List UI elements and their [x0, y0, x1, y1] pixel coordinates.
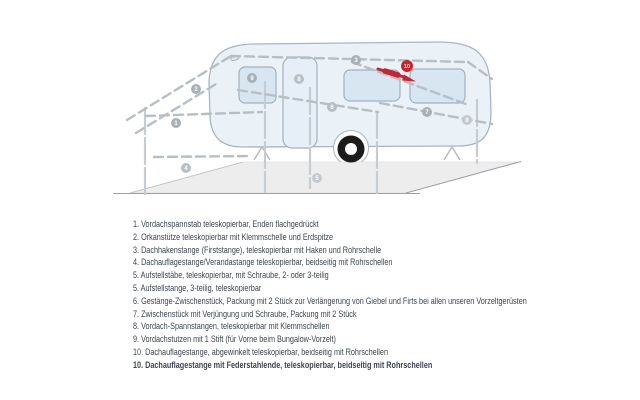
list-item-8: 8. Vordach-Spannstangen, teleskopierbar mit Klemmschellen [133, 321, 330, 332]
marker-4 [181, 163, 191, 173]
list-item-6: 6. Gestänge-Zwischenstück, Packung mit 2 Stück zur Verlängerung von Giebel und Firts bei allen unseren Vorzeltgerüsten [133, 295, 527, 306]
svg-text:8: 8 [297, 77, 301, 84]
list-item-5a: 5. Aufstellstäbe, teleskopierbar, mit Schraube, 2- oder 3-teilig [133, 270, 329, 281]
marker-2 [191, 84, 201, 94]
window-left [239, 67, 276, 103]
wheel-hub [345, 143, 357, 155]
parts-list [133, 218, 631, 372]
marker-8 [294, 74, 304, 84]
red-pole-sleeve [385, 71, 398, 75]
marker-5 [312, 173, 322, 183]
svg-text:5: 5 [315, 176, 319, 183]
marker-8b [462, 115, 472, 125]
marker-9 [247, 73, 257, 83]
corner-steady-rear [444, 147, 460, 160]
list-item-7: 7. Zwischenstück mit Verjüngung und Schraube, Packung mit 2 Stück [133, 308, 357, 319]
marker-7 [422, 107, 432, 117]
svg-text:4: 4 [184, 166, 188, 173]
list-item-3: 3. Dachhakenstange (Firststange), teleskopierbar mit Haken und Rohrschelle [133, 244, 382, 255]
svg-text:1: 1 [174, 121, 178, 128]
svg-text:10: 10 [404, 64, 410, 70]
list-item-4: 4. Dachauflagestange/Verandastange teleskopierbar, beidseitig mit Rohrschellen [133, 257, 393, 268]
list-item-10a: 10. Dachauflagestange, abgewinkelt teleskopierbar, beidseitig mit Rohrschellen [133, 346, 388, 357]
front-rail-lower [154, 156, 250, 157]
svg-text:7: 7 [425, 110, 429, 117]
list-item-2: 2. Orkanstütze teleskopierbar mit Klemmschelle und Erdspitze [133, 231, 334, 242]
svg-text:8: 8 [465, 118, 469, 125]
svg-text:3: 3 [354, 58, 358, 65]
list-item-1: 1. Vordachspannstab teleskopierbar, Enden flachgedrückt [133, 219, 319, 229]
list-item-5b: 5. Aufstellstange, 3-teilig, teleskopierbar [133, 282, 262, 293]
svg-text:6: 6 [330, 105, 334, 112]
svg-text:9: 9 [250, 76, 254, 83]
svg-text:2: 2 [194, 87, 198, 94]
marker-6 [327, 102, 337, 112]
list-item-10b: 10. Dachauflagestange mit Federstahlende, teleskopierbar, beidseitig mit Rohrschellen [133, 359, 433, 370]
marker-3 [351, 55, 361, 65]
corner-steady-front [254, 147, 270, 160]
marker-1 [171, 118, 181, 128]
list-item-9: 9. Vordachstutzen mit 1 Stift (für Vorne beim Bungalow-Vorzelt) [133, 334, 336, 345]
